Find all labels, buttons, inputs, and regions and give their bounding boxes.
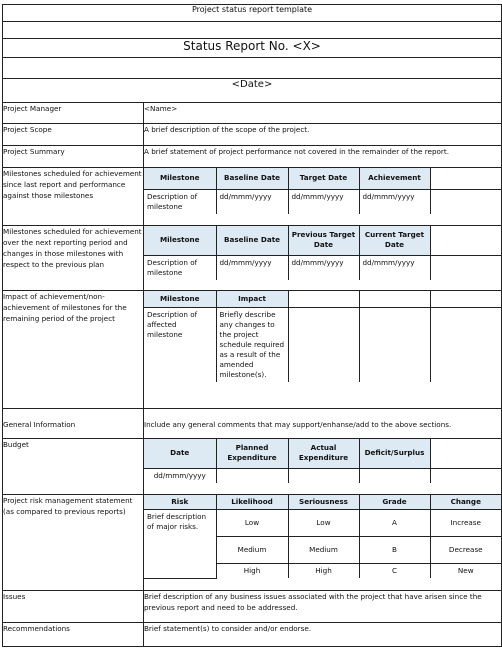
table-cell: dd/mmm/yyyy xyxy=(216,255,288,280)
table-header: Baseline Date xyxy=(216,226,288,255)
table-header: Impact xyxy=(216,291,288,307)
table-cell-empty xyxy=(359,468,430,483)
issues-label: Issues xyxy=(3,591,144,623)
table-header: Current Target Date xyxy=(359,226,430,255)
table-cell: B xyxy=(359,537,430,564)
table-header: Seriousness xyxy=(288,495,359,510)
table-header: Risk xyxy=(144,495,216,510)
recommendations-value: Brief statement(s) to consider and/or endorse. xyxy=(144,623,502,647)
table-cell-empty xyxy=(430,226,501,255)
project-manager-value: <Name> xyxy=(144,103,502,124)
table-cell: Increase xyxy=(430,510,501,537)
impact-label: Impact of achievement/non-achievement of milestones for the remaining period of the project xyxy=(3,291,144,409)
risk-description: Brief description of major risks. xyxy=(144,510,216,579)
table-header: Milestone xyxy=(144,168,216,189)
table-cell-empty xyxy=(430,468,501,483)
table-header: Baseline Date xyxy=(216,168,288,189)
table-cell-empty xyxy=(430,307,501,382)
report-date: <Date> xyxy=(3,79,502,103)
general-information-value: Include any general comments that may support/enhanse/add to the above sections. xyxy=(144,409,502,439)
recommendations-label: Recommendations xyxy=(3,623,144,647)
milestones-next-label: Milestones scheduled for achievement over the next reporting period and changes in those milestones with respect to the previous plan xyxy=(3,226,144,291)
table-cell: Briefly describe any changes to the project schedule required as a result of the amended milestone(s). xyxy=(216,307,288,382)
risk-table xyxy=(144,495,501,579)
table-header: Date xyxy=(144,439,216,468)
table-cell: dd/mmm/yyyy xyxy=(359,189,430,214)
table-cell: C xyxy=(359,564,430,579)
table-cell: Description of milestone xyxy=(144,189,216,214)
table-cell-empty xyxy=(430,291,501,307)
table-header: Deficit/Surplus xyxy=(359,439,430,468)
project-scope-label: Project Scope xyxy=(3,124,144,146)
table-cell: dd/mmm/yyyy xyxy=(288,255,359,280)
table-cell-empty xyxy=(288,307,359,382)
table-cell-empty xyxy=(430,255,501,280)
table-cell-empty xyxy=(359,307,430,382)
table-cell-empty xyxy=(430,439,501,468)
project-summary-value: A brief statement of project performance not covered in the remainder of the report. xyxy=(144,146,502,168)
table-cell: dd/mmm/yyyy xyxy=(359,255,430,280)
table-header: Change xyxy=(430,495,501,510)
table-header: Planned Expenditure xyxy=(216,439,288,468)
table-cell-empty xyxy=(359,291,430,307)
status-report-title: Status Report No. <X> xyxy=(3,39,502,58)
table-cell: Decrease xyxy=(430,537,501,564)
status-report-table xyxy=(2,4,502,647)
table-cell: Low xyxy=(216,510,288,537)
table-cell: dd/mmm/yyyy xyxy=(144,468,216,483)
blank-row xyxy=(3,58,502,79)
table-cell: Low xyxy=(288,510,359,537)
table-header: Achievement xyxy=(359,168,430,189)
impact-table xyxy=(144,291,501,382)
table-header: Milestone xyxy=(144,291,216,307)
table-cell-empty xyxy=(288,468,359,483)
table-header: Target Date xyxy=(288,168,359,189)
table-cell: New xyxy=(430,564,501,579)
general-information-label: General Information xyxy=(3,409,144,439)
milestones-next-table xyxy=(144,226,501,280)
project-manager-label: Project Manager xyxy=(3,103,144,124)
table-cell-empty xyxy=(430,189,501,214)
table-cell: High xyxy=(288,564,359,579)
table-cell-empty xyxy=(216,468,288,483)
milestones-scheduled-label: Milestones scheduled for achievement since last report and performance against those milestones xyxy=(3,168,144,226)
risk-label: Project risk management statement (as compared to previous reports) xyxy=(3,495,144,591)
project-summary-label: Project Summary xyxy=(3,146,144,168)
budget-label: Budget xyxy=(3,439,144,495)
table-cell: Description of milestone xyxy=(144,255,216,280)
issues-value: Brief description of any business issues associated with the project that have arisen since the previous report and need to be addressed. xyxy=(144,591,502,623)
table-cell: dd/mmm/yyyy xyxy=(288,189,359,214)
template-title: Project status report template xyxy=(3,5,502,22)
table-header: Previous Target Date xyxy=(288,226,359,255)
table-cell: dd/mmm/yyyy xyxy=(216,189,288,214)
table-cell: A xyxy=(359,510,430,537)
table-cell: High xyxy=(216,564,288,579)
table-header: Milestone xyxy=(144,226,216,255)
table-header: Likelihood xyxy=(216,495,288,510)
table-header: Actual Expenditure xyxy=(288,439,359,468)
blank-row xyxy=(3,22,502,39)
table-cell-empty xyxy=(430,168,501,189)
budget-table xyxy=(144,439,501,483)
project-scope-value: A brief description of the scope of the project. xyxy=(144,124,502,146)
table-cell: Medium xyxy=(216,537,288,564)
table-cell-empty xyxy=(288,291,359,307)
table-cell: Description of affected milestone xyxy=(144,307,216,382)
table-header: Grade xyxy=(359,495,430,510)
milestones-scheduled-table xyxy=(144,168,501,214)
table-cell: Medium xyxy=(288,537,359,564)
